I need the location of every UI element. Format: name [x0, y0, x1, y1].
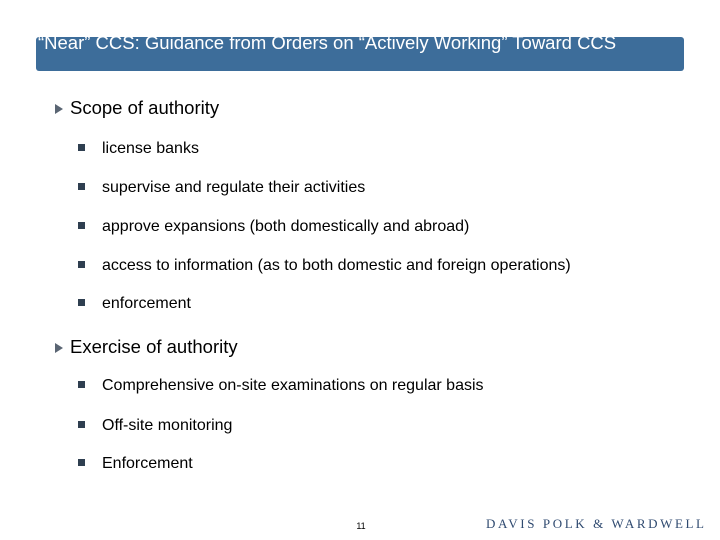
title-bar: [36, 37, 684, 71]
list-item-text: Off-site monitoring: [102, 417, 233, 434]
list-item: [78, 256, 678, 276]
square-bullet-icon: [78, 421, 85, 428]
list-item: [78, 178, 678, 198]
list-item-text: Comprehensive on-site examinations on regular basis: [102, 377, 484, 394]
section-heading: [44, 97, 664, 121]
list-item-text: access to information (as to both domestic and foreign operations): [102, 257, 571, 274]
square-bullet-icon: [78, 222, 85, 229]
square-bullet-icon: [78, 299, 85, 306]
list-item: [78, 376, 678, 396]
section-exercise-of-authority: [44, 336, 664, 472]
list-item-text: approve expansions (both domestically and abroad): [102, 218, 470, 235]
triangle-bullet-icon: [55, 343, 63, 353]
triangle-bullet-icon: [55, 104, 63, 114]
page-number: 11: [356, 521, 366, 531]
section-scope-of-authority: [44, 97, 664, 312]
list-item: [78, 139, 678, 159]
list-item: [78, 217, 678, 237]
list-item-text: supervise and regulate their activities: [102, 179, 366, 196]
list-item-text: license banks: [102, 140, 199, 157]
square-bullet-icon: [78, 459, 85, 466]
list-item-text: Enforcement: [102, 455, 193, 472]
section-heading: [44, 336, 664, 360]
slide-title: “Near” CCS: Guidance from Orders on “Actively Working” Toward CCS: [38, 37, 617, 53]
square-bullet-icon: [78, 261, 85, 268]
firm-logo: DAVIS POLK & WARDWELL: [486, 516, 707, 531]
list-item-text: enforcement: [102, 295, 191, 312]
square-bullet-icon: [78, 183, 85, 190]
section-label: Exercise of authority: [70, 336, 238, 357]
list-item: [78, 294, 678, 314]
square-bullet-icon: [78, 381, 85, 388]
list-item: [78, 416, 678, 436]
square-bullet-icon: [78, 144, 85, 151]
list-item: [78, 454, 678, 474]
section-label: Scope of authority: [70, 97, 220, 118]
